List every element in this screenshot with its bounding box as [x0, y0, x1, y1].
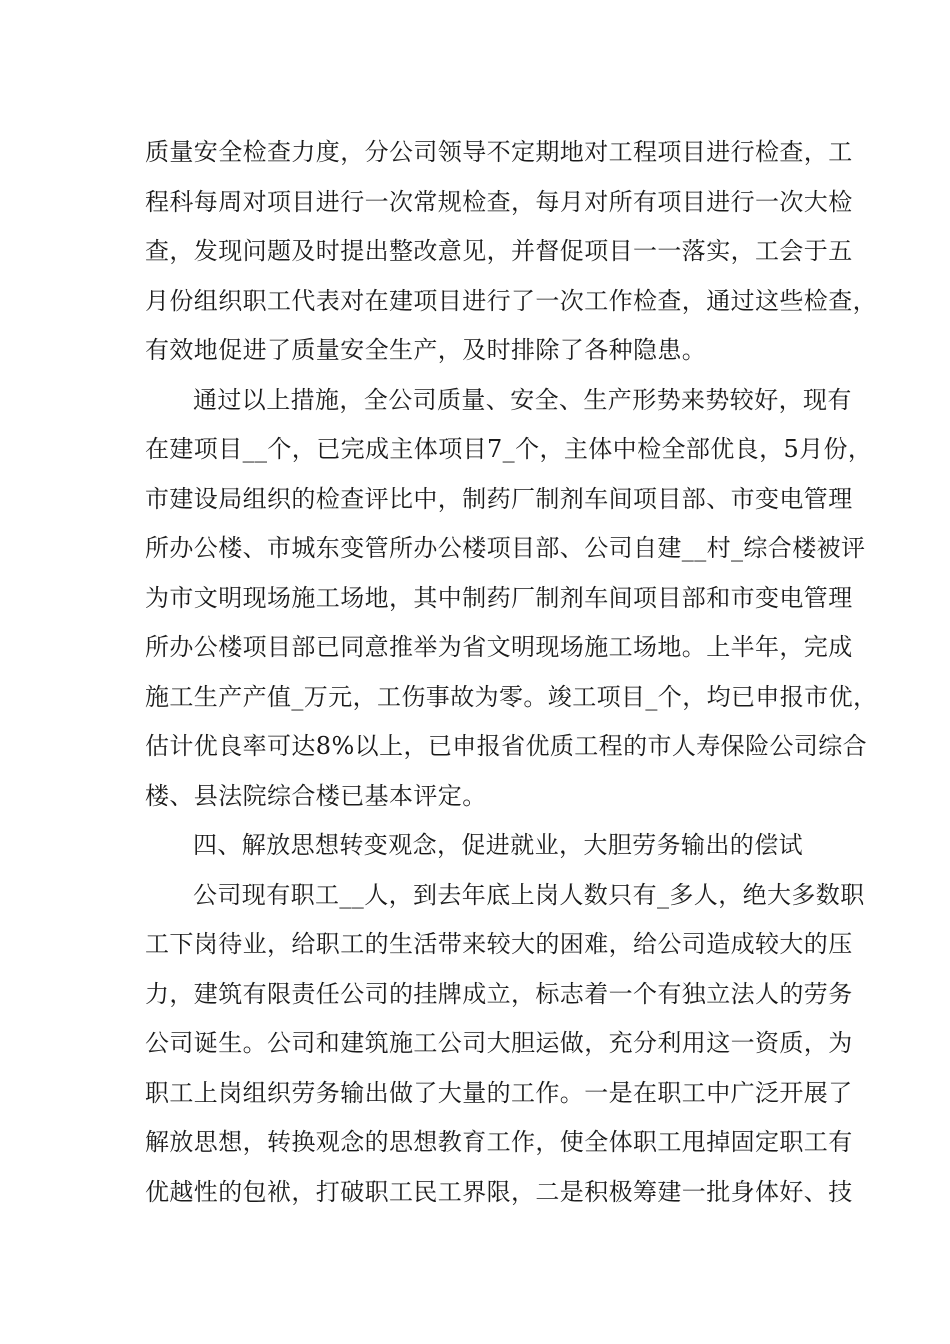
- document-body: [145, 128, 878, 1217]
- text-line: 在建项目__个，已完成主体项目7_个，主体中检全部优良，5月份，: [145, 435, 873, 463]
- text-line: 职工上岗组织劳务输出做了大量的工作。一是在职工中广泛开展了: [145, 1078, 853, 1107]
- text-line: 力，建筑有限责任公司的挂牌成立，标志着一个有独立法人的劳务: [145, 979, 853, 1008]
- text-line: 查，发现问题及时提出整改意见，并督促项目一一落实，工会于五: [145, 237, 853, 265]
- text-line: 有效地促进了质量安全生产，及时排除了各种隐患。: [145, 336, 707, 364]
- text-line: 所办公楼项目部已同意推举为省文明现场施工场地。上半年，完成: [145, 633, 853, 661]
- text-line: 市建设局组织的检查评比中，制药厂制剂车间项目部、市变电管理: [145, 484, 853, 513]
- paragraph-start-line: 通过以上措施，全公司质量、安全、生产形势来势较好，现有: [193, 385, 852, 414]
- text-line: 施工生产产值_万元，工伤事故为零。竣工项目_个，均已申报市优，: [145, 682, 878, 711]
- text-line: 质量安全检查力度，分公司领导不定期地对工程项目进行检查，工: [145, 138, 853, 166]
- text-line: 解放思想，转换观念的思想教育工作，使全体职工甩掉固定职工有: [145, 1128, 853, 1156]
- text-line: 为市文明现场施工场地，其中制药厂制剂车间项目部和市变电管理: [145, 583, 853, 612]
- text-line: 公司诞生。公司和建筑施工公司大胆运做，充分利用这一资质，为: [145, 1029, 853, 1057]
- text-line: 所办公楼、市城东变管所办公楼项目部、公司自建__村_综合楼被评: [145, 534, 866, 562]
- text-line: 楼、县法院综合楼已基本评定。: [145, 781, 487, 810]
- text-line: 程科每周对项目进行一次常规检查，每月对所有项目进行一次大检: [145, 187, 853, 216]
- text-line: 优越性的包袱，打破职工民工界限，二是积极筹建一批身体好、技: [145, 1177, 853, 1206]
- text-line: 月份组织职工代表对在建项目进行了一次工作检查，通过这些检查，: [145, 286, 877, 315]
- section-heading: 四、解放思想转变观念，促进就业，大胆劳务输出的偿试: [193, 831, 803, 859]
- text-line: 工下岗待业，给职工的生活带来较大的困难，给公司造成较大的压: [145, 930, 853, 958]
- text-line: 估计优良率可达8%以上，已申报省优质工程的市人寿保险公司综合: [145, 732, 868, 760]
- paragraph-start-line: 公司现有职工__人，到去年底上岗人数只有_多人，绝大多数职: [193, 880, 865, 909]
